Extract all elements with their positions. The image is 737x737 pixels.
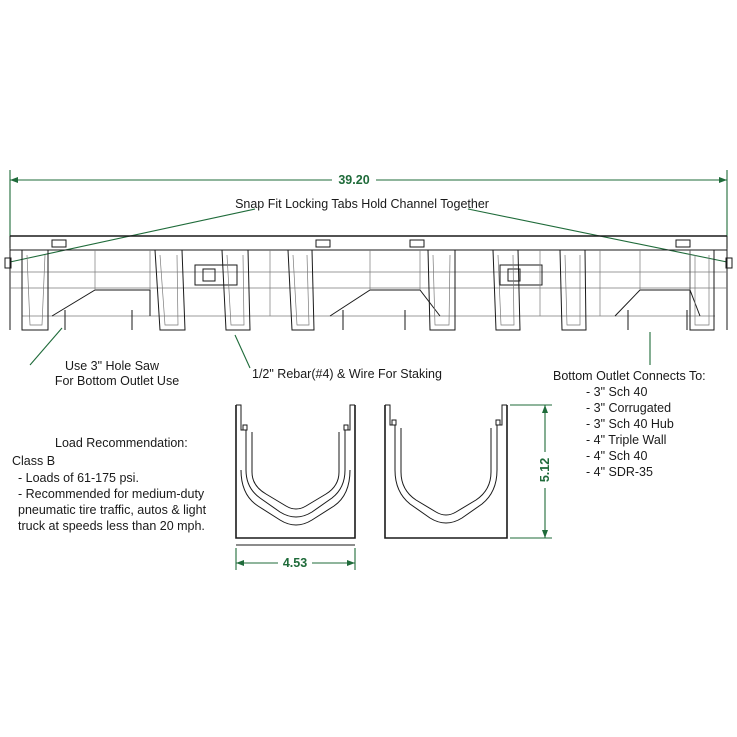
top-slot [52, 240, 66, 247]
width-dimension [236, 548, 355, 570]
rebar-window [500, 265, 542, 285]
outlet-item: - 4" Sch 40 [586, 449, 648, 463]
outlet-item: - 4" SDR-35 [586, 465, 653, 479]
length-value: 39.20 [338, 173, 370, 187]
hole-saw-line2: For Bottom Outlet Use [54, 374, 180, 388]
hole-saw-callout [30, 328, 179, 388]
bottom-outlet-cone [330, 290, 440, 316]
top-slot [676, 240, 690, 247]
outlet-callout [553, 332, 706, 479]
outlet-heading: Bottom Outlet Connects To: [553, 369, 706, 383]
load-line: pneumatic tire traffic, autos & light [18, 503, 207, 517]
top-slot [410, 240, 424, 247]
load-recommendation [12, 436, 207, 533]
outlet-item: - 3" Sch 40 Hub [586, 417, 674, 431]
locking-tabs-callout [10, 197, 727, 262]
height-value: 5.12 [538, 457, 552, 483]
rebar-window [195, 265, 237, 285]
rebar-window [203, 269, 215, 281]
load-class: Class B [12, 454, 56, 468]
cross-section-rear [385, 405, 507, 538]
channel-side-elevation [5, 236, 732, 330]
bottom-outlet-cone [52, 290, 150, 316]
top-slot [316, 240, 330, 247]
rebar-label: 1/2" Rebar(#4) & Wire For Staking [252, 367, 442, 381]
load-line: - Recommended for medium-duty [18, 487, 205, 501]
cross-section-front [236, 405, 355, 545]
load-heading: Load Recommendation: [55, 436, 188, 450]
rebar-callout [235, 335, 442, 381]
outlet-item: - 4" Triple Wall [586, 433, 667, 447]
width-value: 4.53 [282, 556, 308, 570]
outlet-item: - 3" Sch 40 [586, 385, 648, 399]
load-line: truck at speeds less than 20 mph. [18, 519, 205, 533]
height-dimension [510, 405, 555, 538]
outlet-item: - 3" Corrugated [586, 401, 672, 415]
load-line: - Loads of 61-175 psi. [18, 471, 139, 485]
locking-tabs-label: Snap Fit Locking Tabs Hold Channel Together [235, 197, 489, 211]
hole-saw-line1: Use 3" Hole Saw [64, 359, 160, 373]
